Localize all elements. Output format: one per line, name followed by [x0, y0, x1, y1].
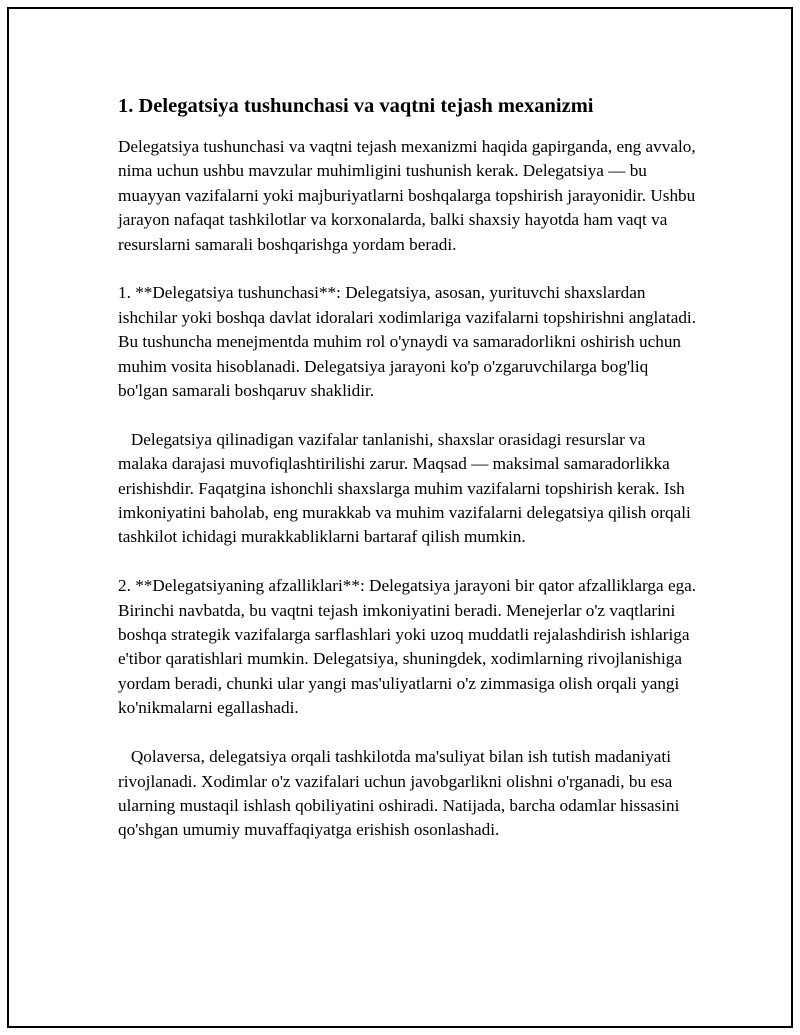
document-body — [118, 93, 701, 843]
paragraph-delegation-tasks: Delegatsiya qilinadigan vazifalar tanlanishi, shaxslar orasidagi resurslar va malaka darajasi muvofiqlashtirilishi zarur. Maqsad — maksimal samaradorlikka erishishdir. Faqatgina ishonchli shaxslarga muhim vazifalarni topshirish kerak. Ish imkoniyatini baholab, eng murakkab va muhim vazifalarni delegatsiya qilish orqali tashkilot ichidagi murakkabliklarni bartaraf qilish mumkin. — [118, 429, 696, 547]
intro-paragraph: Delegatsiya tushunchasi va vaqtni tejash mexanizmi haqida gapirganda, eng avvalo, nima uchun ushbu mavzular muhimligini tushunish kerak. Delegatsiya — bu muayyan vazifalarni yoki majburiyatlarni boshqalarga topshirish jarayonidir. Ushbu jarayon nafaqat tashkilotlar va korxonalarda, balki shaxsiy hayotda ham vaqt va resurslarni samarali boshqarishga yordam beradi. — [118, 137, 700, 254]
paragraph-delegation-concept: 1. **Delegatsiya tushunchasi**: Delegatsiya, asosan, yurituvchi shaxslardan ishchilar yoki boshqa davlat idoralari xodimlariga vazifalarni topshirishni anglatadi. Bu tushuncha menejmentda muhim rol o'ynaydi va samaradorlikni oshirish uchun muhim vosita hisoblanadi. Delegatsiya jarayoni ko'p o'zgaruvchilarga bog'liq bo'lgan samarali boshqaruv shaklidir. — [118, 283, 701, 401]
section-heading: 1. Delegatsiya tushunchasi va vaqtni tejash mexanizmi — [118, 95, 594, 117]
paragraph-delegation-advantages: 2. **Delegatsiyaning afzalliklari**: Delegatsiya jarayoni bir qator afzalliklarga ega. Birinchi navbatda, bu vaqtni tejash imkoniyatini beradi. Menejerlar o'z vaqtlarini boshqa strategik vazifalarga sarflashlari yoki uzoq muddatli rejalashdirish ishlariga e'tibor qaratishlari mumkin. Delegatsiya, shuningdek, xodimlarning rivojlanishiga yordam beradi, chunki ular yangi mas'uliyatlarni o'z zimmasiga olish orqali yangi ko'nikmalarni egallashadi. — [118, 576, 701, 718]
paragraph-responsibility-culture: Qolaversa, delegatsiya orqali tashkilotda ma'suliyat bilan ish tutish madaniyati rivojlanadi. Xodimlar o'z vazifalari uchun javobgarlikni olishni o'rganadi, bu esa ularning mustaqil ishlash qobiliyatini oshiradi. Natijada, barcha odamlar hissasini qo'shgan umumiy muvaffaqiyatga erishish osonlashadi. — [118, 747, 684, 840]
